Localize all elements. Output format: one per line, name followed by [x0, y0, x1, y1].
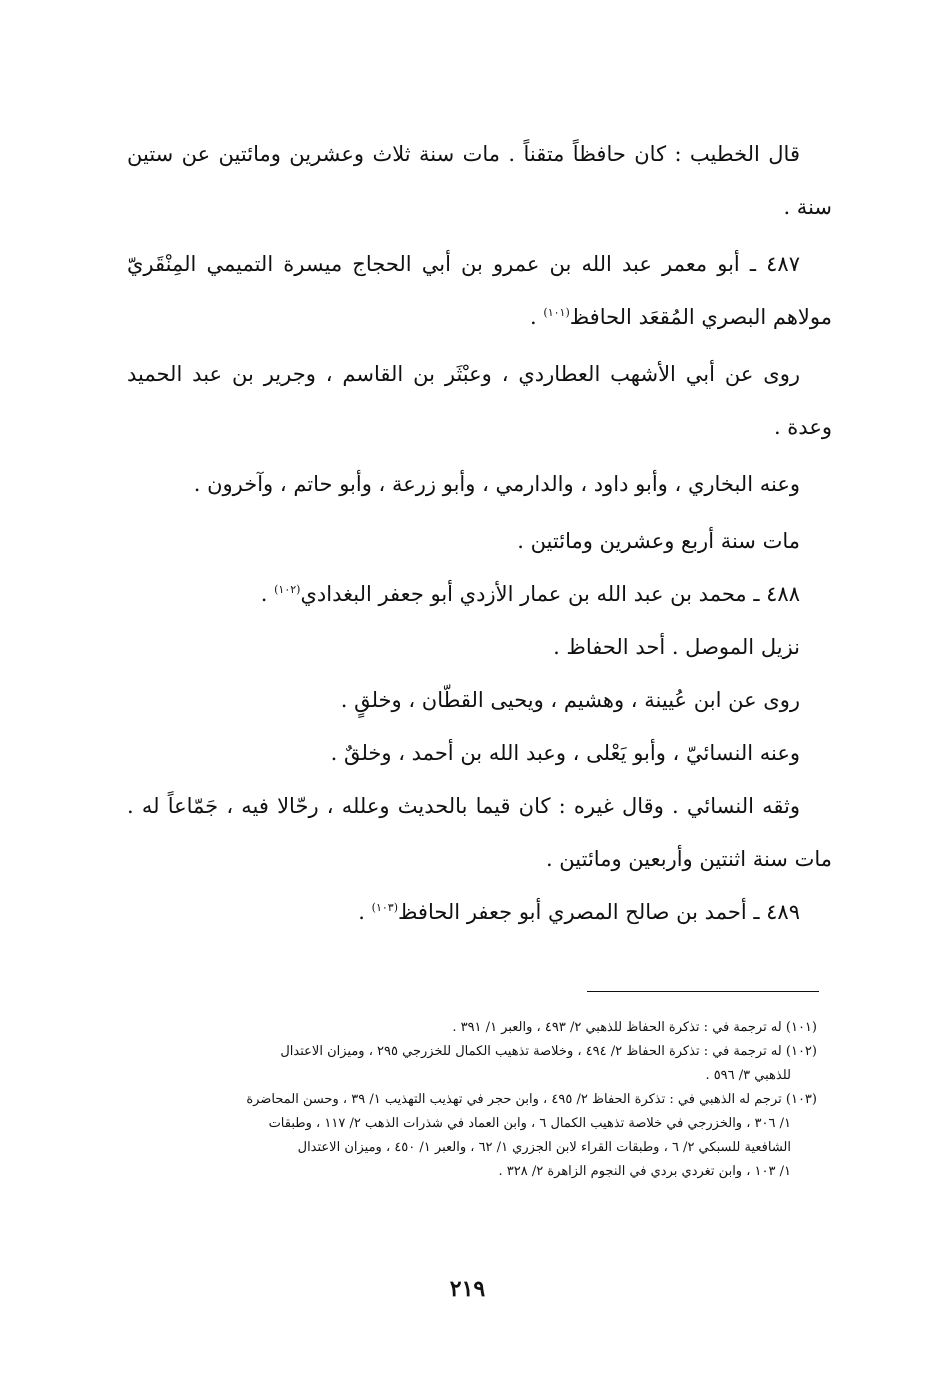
paragraph	[127, 621, 832, 674]
main-text	[127, 128, 832, 939]
entry-heading-487	[127, 238, 832, 344]
footnote-line: للذهبي ٣/ ٥٩٦ .	[705, 1068, 791, 1083]
paragraph	[127, 458, 832, 511]
footnote-line: (١٠٣) ترجم له الذهبي في : تذكرة الحفاظ ٢/ ٤٩٥ ، وابن حجر في تهذيب التهذيب ١/ ٣٩ ، وحسن المحاضرة	[246, 1092, 817, 1107]
paragraph	[127, 727, 832, 780]
footnotes	[122, 1016, 817, 1184]
paragraph-text: روى عن ابن عُيينة ، وهشيم ، ويحيى القطّان ، وخلقٍ .	[340, 688, 800, 712]
paragraph-text: نزيل الموصل . أحد الحفاظ .	[553, 635, 800, 659]
paragraph-text: وعنه البخاري ، وأبو داود ، والدارمي ، وأبو زرعة ، وأبو حاتم ، وآخرون .	[193, 472, 800, 496]
footnote-marker: (١٠٢)	[274, 583, 301, 596]
paragraph-tail: .	[530, 305, 544, 329]
paragraph-text: ٤٨٧ ـ أبو معمر عبد الله بن عمرو بن أبي الحجاج ميسرة التميمي المِنْقَريّ مولاهم البصري المُقعَد الحافظ	[127, 252, 832, 329]
paragraph-text: روى عن أبي الأشهب العطاردي ، وعبْثَر بن القاسم ، وجرير بن عبد الحميد وعدة .	[127, 362, 832, 439]
footnote-line: ١/ ٣٠٦ ، والخزرجي في خلاصة تذهيب الكمال ٦ ، وابن العماد في شذرات الذهب ٢/ ١١٧ ، وطبقات	[268, 1116, 791, 1131]
paragraph-text: وعنه النسائيّ ، وأبو يَعْلى ، وعبد الله بن أحمد ، وخلقٌ .	[330, 741, 800, 765]
footnote-divider	[587, 991, 819, 992]
footnote-marker: (١٠٣)	[371, 901, 398, 914]
paragraph-text: قال الخطيب : كان حافظاً متقناً . مات سنة ثلاث وعشرين ومائتين عن ستين سنة .	[127, 142, 832, 219]
footnote-line: ١/ ١٠٣ ، وابن تغردي بردي في النجوم الزاهرة ٢/ ٣٢٨ .	[498, 1164, 791, 1179]
paragraph-text: ٤٨٨ ـ محمد بن عبد الله بن عمار الأزدي أبو جعفر البغدادي	[300, 582, 800, 606]
paragraph	[127, 674, 832, 727]
paragraph-tail: .	[358, 900, 372, 924]
paragraph	[127, 515, 832, 568]
paragraph-text: ٤٨٩ ـ أحمد بن صالح المصري أبو جعفر الحافظ	[397, 900, 800, 924]
page-number: ٢١٩	[449, 1276, 486, 1302]
paragraph	[127, 128, 832, 234]
entry-heading-488	[127, 568, 832, 621]
footnote-line: الشافعية للسبكي ٢/ ٦ ، وطبقات القراء لابن الجزري ١/ ٦٢ ، والعبر ١/ ٤٥٠ ، وميزان الاعتدال	[297, 1140, 791, 1155]
entry-heading-489	[127, 886, 832, 939]
paragraph	[127, 348, 832, 454]
footnote-line: (١٠١) له ترجمة في : تذكرة الحفاظ للذهبي ٢/ ٤٩٣ ، والعبر ١/ ٣٩١ .	[452, 1020, 817, 1035]
footnote-line: (١٠٢) له ترجمة في : تذكرة الحفاظ ٢/ ٤٩٤ ، وخلاصة تذهيب الكمال للخزرجي ٢٩٥ ، وميزان الاعتدال	[280, 1044, 817, 1059]
paragraph-text: وثقه النسائي . وقال غيره : كان قيما بالحديث وعلله ، رحّالا فيه ، جَمّاعاً له . مات سنة اثنتين وأربعين ومائتين .	[127, 794, 832, 871]
paragraph-tail: .	[260, 582, 275, 606]
paragraph	[127, 780, 832, 886]
paragraph-text: مات سنة أربع وعشرين ومائتين .	[517, 529, 800, 553]
footnote-marker: (١٠١)	[543, 306, 570, 319]
